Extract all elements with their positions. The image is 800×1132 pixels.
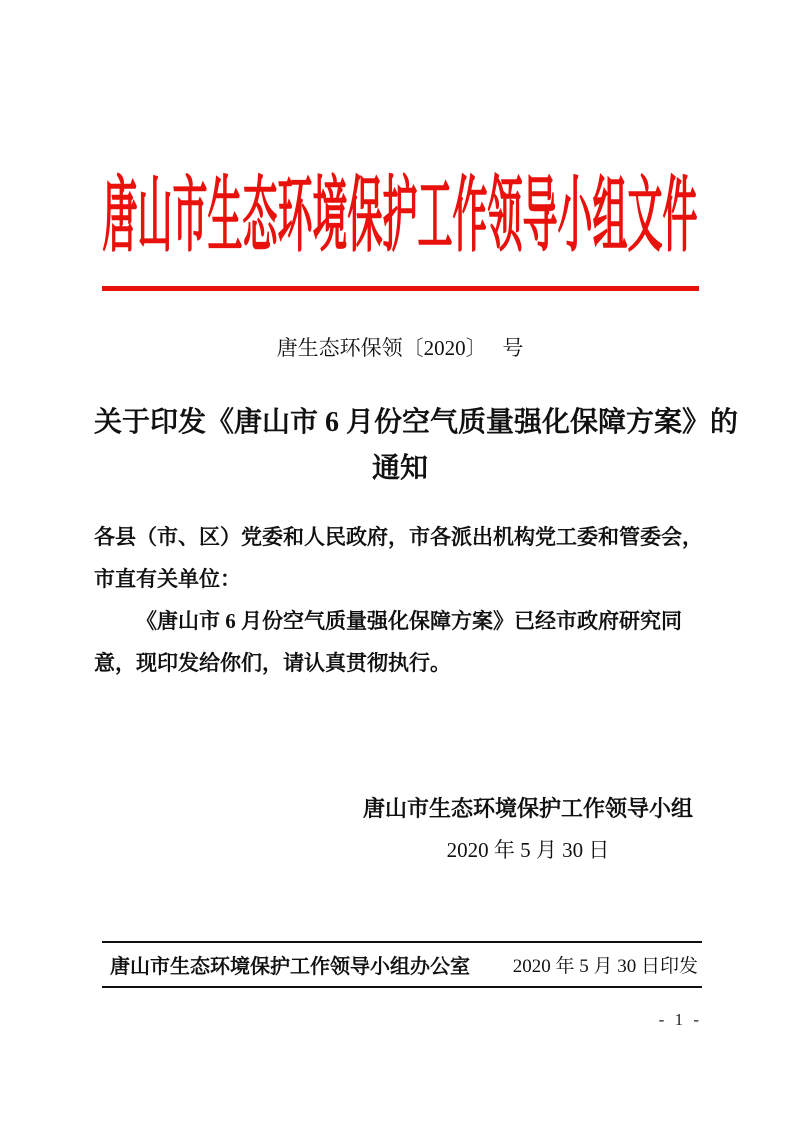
footer-print-date: 2020 年 5 月 30 日印发 <box>512 956 698 977</box>
footer-office-name: 唐山市生态环境保护工作领导小组办公室 <box>110 956 470 978</box>
document-title <box>94 400 739 492</box>
document-number: 唐生态环保领〔2020〕 号 <box>276 336 524 360</box>
red-header <box>94 170 706 262</box>
document-title-line-1: 关于印发《唐山市 6 月份空气质量强化保障方案》的 <box>94 407 739 438</box>
red-divider-line <box>102 286 699 291</box>
signature-inner <box>363 794 693 864</box>
document-body <box>94 516 706 684</box>
signature-org-name: 唐山市生态环境保护工作领导小组 <box>362 796 693 821</box>
page-number: - 1 - <box>658 1010 702 1029</box>
document-title-line-2: 通知 <box>371 453 428 484</box>
signature-block <box>94 794 706 864</box>
addressee-line-1: 各县（市、区）党委和人民政府，市各派出机构党工委和管委会， <box>94 525 703 549</box>
red-header-org-title: 唐山市生态环境保护工作领导小组文件 <box>102 170 698 262</box>
footer-bar <box>102 941 702 988</box>
addressee-line-2: 市直有关单位： <box>94 567 241 591</box>
document-content <box>94 0 739 864</box>
body-paragraph-line-2: 意，现印发给你们，请认真贯彻执行。 <box>94 651 451 675</box>
body-paragraph-line-1: 《唐山市 6 月份空气质量强化保障方案》已经市政府研究同 <box>136 609 682 633</box>
signature-date: 2020 年 5 月 30 日 <box>446 838 610 862</box>
